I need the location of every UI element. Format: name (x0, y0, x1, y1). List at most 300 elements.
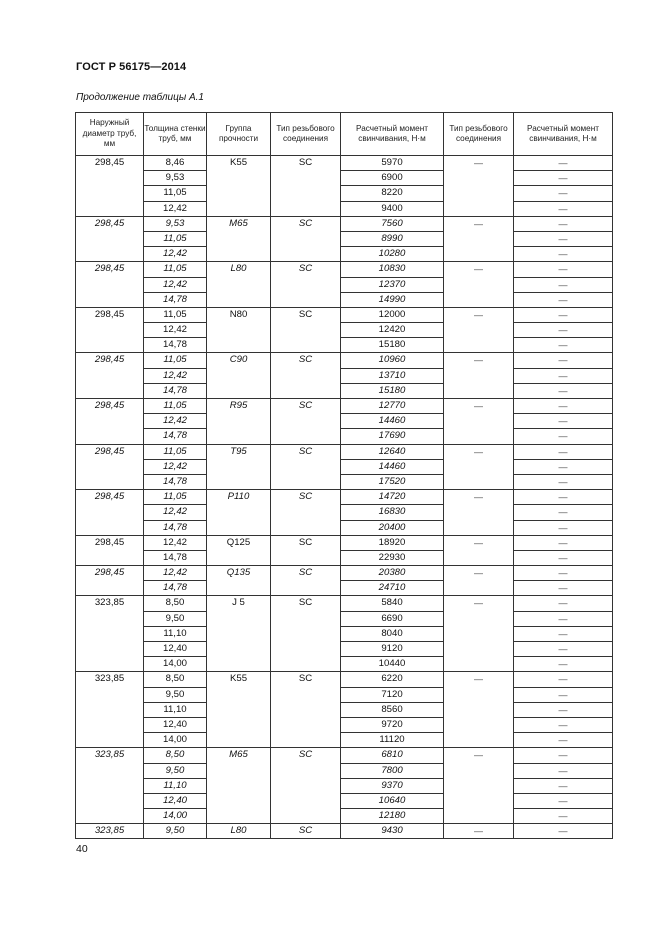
cell-diameter (76, 368, 144, 383)
table-row (76, 778, 613, 793)
cell-diameter: 298,45 (76, 535, 144, 550)
cell-wall: 11,05 (144, 399, 207, 414)
cell-torque: 7560 (341, 216, 444, 231)
cell-diameter: 323,85 (76, 596, 144, 611)
table-row (76, 383, 613, 398)
cell-connection-type (271, 186, 341, 201)
cell-grade (207, 763, 271, 778)
cell-grade (207, 201, 271, 216)
cell-diameter: 323,85 (76, 824, 144, 839)
cell-wall: 14,78 (144, 581, 207, 596)
table-row (76, 687, 613, 702)
cell-torque-2: — (514, 748, 613, 763)
cell-wall: 12,42 (144, 459, 207, 474)
table-row (76, 277, 613, 292)
cell-diameter (76, 414, 144, 429)
cell-diameter (76, 505, 144, 520)
table-row (76, 733, 613, 748)
cell-grade (207, 550, 271, 565)
cell-torque-2: — (514, 216, 613, 231)
cell-connection-type-2 (444, 429, 514, 444)
cell-torque: 9430 (341, 824, 444, 839)
table-row (76, 474, 613, 489)
table-row (76, 505, 613, 520)
table-row (76, 748, 613, 763)
cell-grade: N80 (207, 307, 271, 322)
cell-connection-type: SC (271, 566, 341, 581)
table-row (76, 444, 613, 459)
cell-diameter (76, 231, 144, 246)
table-row (76, 581, 613, 596)
table-row (76, 793, 613, 808)
cell-grade: P110 (207, 490, 271, 505)
cell-grade: J 5 (207, 596, 271, 611)
cell-wall: 14,78 (144, 292, 207, 307)
cell-connection-type (271, 368, 341, 383)
cell-torque-2: — (514, 490, 613, 505)
col-header-torque-2: Расчетный момент свинчивания, Н·м (514, 113, 613, 156)
cell-connection-type (271, 626, 341, 641)
cell-grade (207, 247, 271, 262)
cell-torque: 16830 (341, 505, 444, 520)
cell-connection-type-2 (444, 611, 514, 626)
table-row (76, 657, 613, 672)
cell-torque-2: — (514, 581, 613, 596)
cell-torque: 22930 (341, 550, 444, 565)
cell-connection-type: SC (271, 596, 341, 611)
cell-connection-type (271, 611, 341, 626)
cell-torque-2: — (514, 824, 613, 839)
cell-diameter (76, 733, 144, 748)
cell-grade (207, 429, 271, 444)
cell-connection-type (271, 201, 341, 216)
cell-grade (207, 368, 271, 383)
cell-connection-type-2 (444, 171, 514, 186)
cell-grade (207, 717, 271, 732)
cell-torque-2: — (514, 156, 613, 171)
cell-wall: 14,00 (144, 733, 207, 748)
cell-torque: 6900 (341, 171, 444, 186)
cell-connection-type-2 (444, 520, 514, 535)
cell-torque-2: — (514, 444, 613, 459)
cell-connection-type-2 (444, 201, 514, 216)
cell-torque: 9120 (341, 642, 444, 657)
table-row (76, 156, 613, 171)
cell-connection-type-2: — (444, 535, 514, 550)
cell-wall: 9,50 (144, 763, 207, 778)
table-row (76, 216, 613, 231)
cell-wall: 14,00 (144, 657, 207, 672)
cell-grade (207, 733, 271, 748)
cell-torque-2: — (514, 277, 613, 292)
cell-diameter (76, 247, 144, 262)
cell-connection-type-2: — (444, 156, 514, 171)
cell-torque: 8220 (341, 186, 444, 201)
cell-grade (207, 809, 271, 824)
cell-grade (207, 687, 271, 702)
cell-connection-type (271, 277, 341, 292)
cell-diameter (76, 383, 144, 398)
cell-grade (207, 581, 271, 596)
cell-wall: 14,78 (144, 550, 207, 565)
cell-wall: 12,42 (144, 368, 207, 383)
cell-connection-type-2 (444, 642, 514, 657)
cell-torque: 11120 (341, 733, 444, 748)
cell-torque-2: — (514, 368, 613, 383)
cell-grade: C90 (207, 353, 271, 368)
cell-torque-2: — (514, 262, 613, 277)
cell-connection-type (271, 231, 341, 246)
cell-connection-type-2 (444, 277, 514, 292)
table-header-row (76, 113, 613, 156)
cell-connection-type: SC (271, 262, 341, 277)
cell-diameter (76, 793, 144, 808)
cell-diameter: 298,45 (76, 399, 144, 414)
cell-connection-type (271, 383, 341, 398)
cell-torque: 17690 (341, 429, 444, 444)
cell-torque-2: — (514, 353, 613, 368)
table-row (76, 809, 613, 824)
cell-wall: 8,46 (144, 156, 207, 171)
cell-connection-type: SC (271, 490, 341, 505)
cell-torque-2: — (514, 520, 613, 535)
cell-connection-type (271, 505, 341, 520)
table-row (76, 429, 613, 444)
table-row (76, 566, 613, 581)
cell-connection-type (271, 793, 341, 808)
table-row (76, 292, 613, 307)
cell-wall: 12,42 (144, 201, 207, 216)
cell-connection-type-2: — (444, 216, 514, 231)
cell-diameter: 298,45 (76, 566, 144, 581)
cell-diameter (76, 459, 144, 474)
cell-grade (207, 186, 271, 201)
cell-torque-2: — (514, 231, 613, 246)
cell-diameter (76, 642, 144, 657)
cell-torque-2: — (514, 399, 613, 414)
cell-grade (207, 474, 271, 489)
cell-grade: T95 (207, 444, 271, 459)
cell-connection-type-2: — (444, 490, 514, 505)
cell-diameter (76, 626, 144, 641)
cell-grade (207, 642, 271, 657)
cell-grade: L80 (207, 824, 271, 839)
cell-connection-type: SC (271, 535, 341, 550)
cell-connection-type-2 (444, 809, 514, 824)
cell-diameter: 298,45 (76, 444, 144, 459)
cell-torque-2: — (514, 459, 613, 474)
table-row (76, 307, 613, 322)
cell-wall: 11,05 (144, 307, 207, 322)
cell-diameter: 298,45 (76, 156, 144, 171)
col-header-torque: Расчетный момент свинчивания, Н·м (341, 113, 444, 156)
cell-connection-type-2 (444, 626, 514, 641)
cell-connection-type-2 (444, 474, 514, 489)
cell-connection-type (271, 581, 341, 596)
table-caption: Продолжение таблицы А.1 (76, 92, 204, 103)
cell-wall: 12,40 (144, 793, 207, 808)
table-row (76, 247, 613, 262)
cell-connection-type (271, 733, 341, 748)
cell-connection-type (271, 459, 341, 474)
cell-diameter (76, 277, 144, 292)
cell-torque-2: — (514, 383, 613, 398)
cell-connection-type-2 (444, 292, 514, 307)
cell-diameter (76, 323, 144, 338)
cell-torque: 12640 (341, 444, 444, 459)
cell-connection-type: SC (271, 399, 341, 414)
cell-torque-2: — (514, 672, 613, 687)
cell-connection-type (271, 550, 341, 565)
table-row (76, 520, 613, 535)
cell-connection-type: SC (271, 748, 341, 763)
cell-torque: 6810 (341, 748, 444, 763)
cell-torque-2: — (514, 717, 613, 732)
cell-torque-2: — (514, 247, 613, 262)
cell-connection-type-2 (444, 581, 514, 596)
cell-torque: 13710 (341, 368, 444, 383)
cell-wall: 8,50 (144, 672, 207, 687)
cell-torque: 15180 (341, 338, 444, 353)
cell-wall: 11,10 (144, 702, 207, 717)
cell-torque: 5840 (341, 596, 444, 611)
table-row (76, 490, 613, 505)
cell-torque: 6690 (341, 611, 444, 626)
table-row (76, 201, 613, 216)
table-row (76, 611, 613, 626)
cell-wall: 11,05 (144, 231, 207, 246)
cell-torque: 18920 (341, 535, 444, 550)
cell-wall: 12,40 (144, 717, 207, 732)
cell-diameter (76, 717, 144, 732)
cell-grade (207, 338, 271, 353)
cell-torque: 8560 (341, 702, 444, 717)
table-body (76, 156, 613, 839)
cell-wall: 11,05 (144, 490, 207, 505)
cell-torque: 12420 (341, 323, 444, 338)
cell-torque: 24710 (341, 581, 444, 596)
torque-table (75, 112, 613, 839)
cell-grade (207, 702, 271, 717)
cell-diameter (76, 763, 144, 778)
table-row (76, 399, 613, 414)
cell-torque: 12180 (341, 809, 444, 824)
cell-wall: 12,42 (144, 277, 207, 292)
cell-torque: 9720 (341, 717, 444, 732)
cell-grade (207, 778, 271, 793)
cell-wall: 14,00 (144, 809, 207, 824)
cell-connection-type-2 (444, 323, 514, 338)
cell-torque-2: — (514, 429, 613, 444)
cell-torque: 14460 (341, 459, 444, 474)
cell-torque: 10280 (341, 247, 444, 262)
cell-diameter (76, 550, 144, 565)
cell-connection-type-2: — (444, 672, 514, 687)
table-row (76, 535, 613, 550)
cell-diameter (76, 429, 144, 444)
cell-wall: 12,42 (144, 566, 207, 581)
cell-diameter (76, 657, 144, 672)
document-header: ГОСТ Р 56175—2014 (76, 61, 187, 73)
table-row (76, 414, 613, 429)
cell-wall: 8,50 (144, 596, 207, 611)
cell-connection-type-2 (444, 383, 514, 398)
cell-connection-type-2: — (444, 566, 514, 581)
table-row (76, 642, 613, 657)
table-row (76, 550, 613, 565)
cell-diameter: 298,45 (76, 353, 144, 368)
cell-torque: 8990 (341, 231, 444, 246)
cell-connection-type-2 (444, 793, 514, 808)
cell-diameter: 298,45 (76, 262, 144, 277)
cell-torque: 12370 (341, 277, 444, 292)
table-row (76, 338, 613, 353)
cell-connection-type (271, 717, 341, 732)
cell-connection-type-2: — (444, 748, 514, 763)
cell-diameter: 323,85 (76, 748, 144, 763)
cell-wall: 9,53 (144, 216, 207, 231)
cell-wall: 14,78 (144, 429, 207, 444)
cell-connection-type: SC (271, 672, 341, 687)
cell-wall: 9,50 (144, 824, 207, 839)
table-row (76, 231, 613, 246)
cell-connection-type (271, 323, 341, 338)
cell-connection-type-2 (444, 338, 514, 353)
cell-torque-2: — (514, 763, 613, 778)
cell-connection-type-2 (444, 778, 514, 793)
cell-torque-2: — (514, 657, 613, 672)
col-header-grade: Группа прочности (207, 113, 271, 156)
cell-torque-2: — (514, 566, 613, 581)
table-row (76, 323, 613, 338)
cell-torque-2: — (514, 550, 613, 565)
cell-torque: 9400 (341, 201, 444, 216)
cell-connection-type (271, 338, 341, 353)
cell-grade (207, 793, 271, 808)
cell-diameter: 298,45 (76, 307, 144, 322)
cell-torque: 17520 (341, 474, 444, 489)
cell-torque: 7120 (341, 687, 444, 702)
cell-torque: 14990 (341, 292, 444, 307)
cell-connection-type-2: — (444, 262, 514, 277)
cell-connection-type-2 (444, 657, 514, 672)
cell-wall: 14,78 (144, 338, 207, 353)
cell-connection-type: SC (271, 444, 341, 459)
cell-grade: R95 (207, 399, 271, 414)
cell-connection-type-2: — (444, 596, 514, 611)
cell-diameter (76, 186, 144, 201)
cell-grade: M65 (207, 216, 271, 231)
cell-connection-type-2: — (444, 399, 514, 414)
table-row (76, 702, 613, 717)
cell-connection-type (271, 247, 341, 262)
cell-grade (207, 626, 271, 641)
cell-torque: 9370 (341, 778, 444, 793)
cell-connection-type: SC (271, 353, 341, 368)
cell-connection-type-2 (444, 414, 514, 429)
table-row (76, 368, 613, 383)
cell-diameter (76, 292, 144, 307)
cell-wall: 11,10 (144, 626, 207, 641)
cell-connection-type-2 (444, 763, 514, 778)
cell-diameter (76, 687, 144, 702)
cell-torque-2: — (514, 687, 613, 702)
table-row (76, 824, 613, 839)
cell-connection-type-2: — (444, 353, 514, 368)
cell-torque: 10440 (341, 657, 444, 672)
table-row (76, 186, 613, 201)
cell-diameter (76, 520, 144, 535)
cell-connection-type (271, 702, 341, 717)
cell-wall: 14,78 (144, 383, 207, 398)
cell-wall: 11,05 (144, 262, 207, 277)
cell-wall: 12,42 (144, 505, 207, 520)
cell-wall: 14,78 (144, 474, 207, 489)
cell-connection-type-2: — (444, 307, 514, 322)
cell-connection-type (271, 657, 341, 672)
cell-grade (207, 505, 271, 520)
cell-torque-2: — (514, 323, 613, 338)
cell-connection-type-2 (444, 231, 514, 246)
cell-connection-type (271, 778, 341, 793)
cell-connection-type-2 (444, 550, 514, 565)
cell-grade (207, 520, 271, 535)
cell-connection-type: SC (271, 824, 341, 839)
table-row (76, 672, 613, 687)
cell-grade (207, 323, 271, 338)
cell-connection-type: SC (271, 216, 341, 231)
cell-wall: 12,42 (144, 414, 207, 429)
cell-connection-type (271, 414, 341, 429)
cell-connection-type-2 (444, 717, 514, 732)
cell-connection-type (271, 474, 341, 489)
cell-connection-type (271, 171, 341, 186)
cell-diameter: 323,85 (76, 672, 144, 687)
cell-connection-type (271, 429, 341, 444)
page-number: 40 (76, 843, 88, 855)
cell-grade (207, 611, 271, 626)
cell-connection-type (271, 763, 341, 778)
cell-wall: 9,50 (144, 611, 207, 626)
cell-torque-2: — (514, 307, 613, 322)
cell-wall: 11,10 (144, 778, 207, 793)
cell-connection-type-2 (444, 186, 514, 201)
col-header-diameter: Наружный диаметр труб, мм (76, 113, 144, 156)
table-row (76, 459, 613, 474)
cell-torque-2: — (514, 733, 613, 748)
cell-torque: 10640 (341, 793, 444, 808)
cell-torque: 12770 (341, 399, 444, 414)
cell-diameter (76, 201, 144, 216)
cell-connection-type (271, 687, 341, 702)
cell-connection-type-2: — (444, 824, 514, 839)
cell-connection-type-2 (444, 505, 514, 520)
table-row (76, 763, 613, 778)
cell-grade (207, 292, 271, 307)
cell-torque: 5970 (341, 156, 444, 171)
cell-grade: Q135 (207, 566, 271, 581)
cell-diameter (76, 702, 144, 717)
cell-torque-2: — (514, 535, 613, 550)
cell-torque-2: — (514, 338, 613, 353)
cell-connection-type (271, 642, 341, 657)
cell-grade (207, 459, 271, 474)
cell-diameter (76, 611, 144, 626)
cell-grade: K55 (207, 156, 271, 171)
table-row (76, 353, 613, 368)
cell-grade (207, 277, 271, 292)
table-row (76, 717, 613, 732)
